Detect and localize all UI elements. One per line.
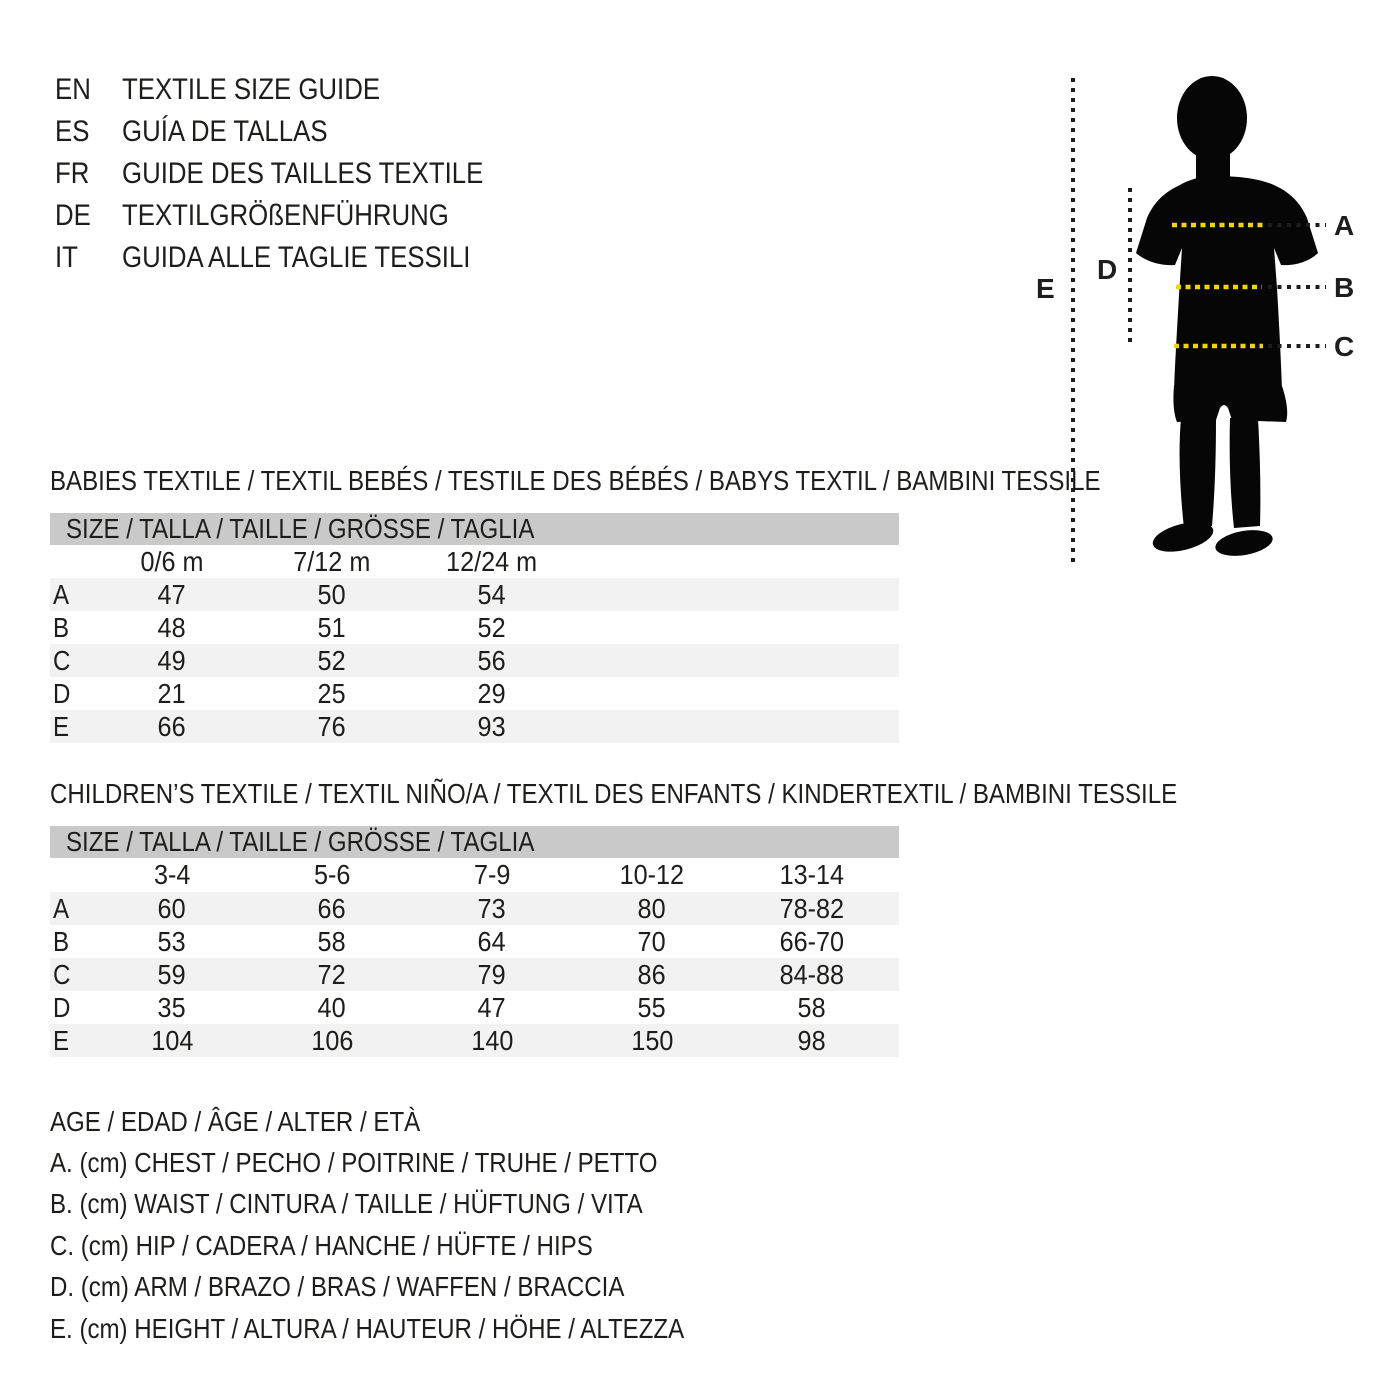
lang-title-en: TEXTILE SIZE GUIDE	[122, 73, 381, 106]
lang-title-it: GUIDA ALLE TAGLIE TESSILI	[122, 241, 471, 274]
legend-item-waist: B. (cm) WAIST / CINTURA / TAILLE / HÜFTUNG / VITA	[50, 1188, 643, 1219]
children-col-0: 3-4	[153, 859, 191, 890]
children-row-d: D 35 40 47 55 58	[53, 992, 827, 1023]
lang-code-en: EN	[55, 73, 91, 106]
children-size-header: SIZE / TALLA / TAILLE / GRÖSSE / TAGLIA	[66, 826, 535, 857]
children-size-header-bar	[50, 826, 899, 858]
legend-item-arm: D. (cm) ARM / BRAZO / BRAS / WAFFEN / BRACCIA	[50, 1271, 625, 1302]
babies-row-e: E 66 76 93	[50, 710, 899, 743]
lang-title-fr: GUIDE DES TAILLES TEXTILE	[122, 157, 484, 190]
babies-size-header: SIZE / TALLA / TAILLE / GRÖSSE / TAGLIA	[66, 513, 535, 544]
babies-col-1: 7/12 m	[293, 546, 371, 577]
children-row-e: E 104 106 140 150 98	[50, 1024, 899, 1057]
babies-row-d: D 21 25 29	[53, 678, 507, 709]
children-row-a: A 60 66 73 80 78-82	[50, 892, 899, 925]
measure-label-e: E	[1036, 273, 1055, 304]
babies-section-title: BABIES TEXTILE / TEXTIL BEBÉS / TESTILE DES BÉBÉS / BABYS TEXTIL / BAMBINI TESSILE	[50, 465, 1101, 496]
lang-title-de: TEXTILGRÖßENFÜHRUNG	[122, 199, 449, 232]
children-col-3: 10-12	[619, 859, 685, 890]
children-col-2: 7-9	[473, 859, 511, 890]
babies-row-b: B 48 51 52	[53, 612, 507, 643]
legend-item-height: E. (cm) HEIGHT / ALTURA / HAUTEUR / HÖHE / ALTEZZA	[50, 1313, 685, 1344]
children-row-b: B 53 58 64 70 66-70	[53, 926, 845, 957]
measure-label-d: D	[1097, 254, 1118, 285]
legend-item-chest: A. (cm) CHEST / PECHO / POITRINE / TRUHE / PETTO	[50, 1147, 658, 1178]
lang-title-es: GUÍA DE TALLAS	[122, 115, 328, 148]
lang-code-es: ES	[55, 115, 90, 148]
measure-label-a: A	[1334, 210, 1355, 241]
lang-code-it: IT	[55, 241, 78, 274]
babies-col-2: 12/24 m	[446, 546, 538, 577]
lang-code-fr: FR	[55, 157, 90, 190]
babies-column-header-row	[50, 545, 899, 578]
measure-label-b: B	[1334, 272, 1355, 303]
lang-code-de: DE	[55, 199, 91, 232]
children-col-1: 5-6	[313, 859, 351, 890]
children-column-header-row	[50, 858, 899, 892]
babies-row-a: A 47 50 54	[50, 578, 899, 611]
babies-size-header-bar	[50, 513, 899, 545]
measure-label-c: C	[1334, 331, 1355, 362]
children-row-c: C 59 72 79 86 84-88	[50, 958, 899, 991]
legend-item-hip: C. (cm) HIP / CADERA / HANCHE / HÜFTE / HIPS	[50, 1230, 593, 1261]
children-col-4: 13-14	[779, 859, 845, 890]
babies-col-0: 0/6 m	[140, 546, 204, 577]
children-section-title: CHILDREN’S TEXTILE / TEXTIL NIÑO/A / TEXTIL DES ENFANTS / KINDERTEXTIL / BAMBINI TESSILE	[50, 778, 1178, 809]
legend-age-line: AGE / EDAD / ÂGE / ALTER / ETÀ	[50, 1106, 421, 1137]
arm-measure-d-line	[1097, 188, 1130, 343]
babies-row-c: C 49 52 56	[50, 644, 899, 677]
